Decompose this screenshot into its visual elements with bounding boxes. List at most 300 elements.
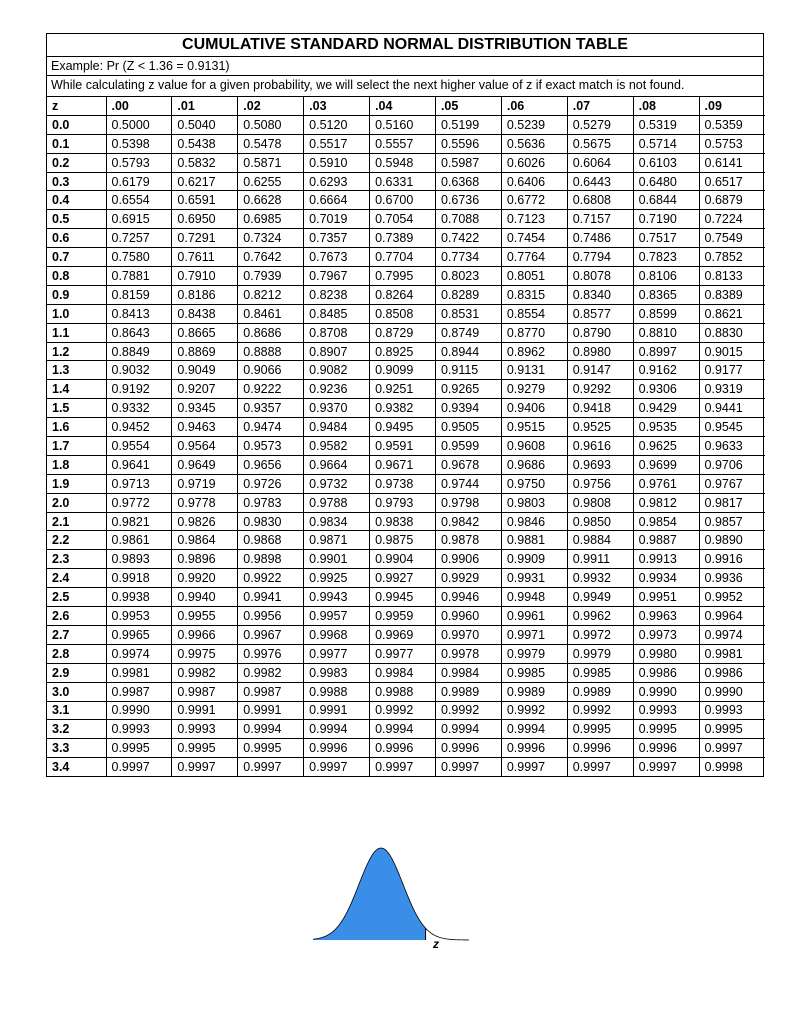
probability-cell: 0.9686 bbox=[501, 455, 567, 474]
probability-cell: 0.9222 bbox=[238, 380, 304, 399]
header-col: .09 bbox=[699, 97, 765, 115]
probability-cell: 0.9857 bbox=[699, 512, 765, 531]
probability-cell: 0.9406 bbox=[501, 399, 567, 418]
probability-cell: 0.9738 bbox=[370, 474, 436, 493]
table-row bbox=[47, 663, 765, 682]
probability-cell: 0.7019 bbox=[304, 210, 370, 229]
probability-cell: 0.7422 bbox=[435, 229, 501, 248]
probability-cell: 0.7673 bbox=[304, 248, 370, 267]
probability-cell: 0.6950 bbox=[172, 210, 238, 229]
probability-cell: 0.9251 bbox=[370, 380, 436, 399]
probability-cell: 0.9192 bbox=[106, 380, 172, 399]
table-row bbox=[47, 418, 765, 437]
probability-cell: 0.5714 bbox=[633, 134, 699, 153]
row-z-value: 1.0 bbox=[47, 304, 106, 323]
probability-cell: 0.9881 bbox=[501, 531, 567, 550]
probability-cell: 0.9996 bbox=[501, 739, 567, 758]
probability-cell: 0.8944 bbox=[435, 342, 501, 361]
probability-cell: 0.9898 bbox=[238, 550, 304, 569]
probability-cell: 0.9967 bbox=[238, 625, 304, 644]
probability-cell: 0.9719 bbox=[172, 474, 238, 493]
probability-cell: 0.9864 bbox=[172, 531, 238, 550]
probability-cell: 0.9279 bbox=[501, 380, 567, 399]
z-table-document bbox=[46, 33, 764, 777]
probability-cell: 0.8577 bbox=[567, 304, 633, 323]
bell-curve-svg bbox=[311, 842, 471, 942]
table-row bbox=[47, 134, 765, 153]
row-z-value: 3.1 bbox=[47, 701, 106, 720]
probability-cell: 0.9949 bbox=[567, 588, 633, 607]
probability-cell: 0.9987 bbox=[106, 682, 172, 701]
probability-cell: 0.9750 bbox=[501, 474, 567, 493]
table-row bbox=[47, 380, 765, 399]
probability-cell: 0.7224 bbox=[699, 210, 765, 229]
probability-cell: 0.9990 bbox=[106, 701, 172, 720]
normal-curve-figure bbox=[311, 842, 471, 957]
probability-cell: 0.8531 bbox=[435, 304, 501, 323]
probability-cell: 0.9884 bbox=[567, 531, 633, 550]
probability-cell: 0.8315 bbox=[501, 285, 567, 304]
probability-cell: 0.8365 bbox=[633, 285, 699, 304]
row-z-value: 1.5 bbox=[47, 399, 106, 418]
probability-cell: 0.9911 bbox=[567, 550, 633, 569]
table-row bbox=[47, 739, 765, 758]
probability-cell: 0.9564 bbox=[172, 437, 238, 456]
row-z-value: 0.1 bbox=[47, 134, 106, 153]
probability-cell: 0.9826 bbox=[172, 512, 238, 531]
probability-cell: 0.8461 bbox=[238, 304, 304, 323]
row-z-value: 0.4 bbox=[47, 191, 106, 210]
probability-cell: 0.9972 bbox=[567, 625, 633, 644]
probability-cell: 0.8599 bbox=[633, 304, 699, 323]
probability-cell: 0.5279 bbox=[567, 115, 633, 134]
probability-cell: 0.8749 bbox=[435, 323, 501, 342]
probability-cell: 0.5832 bbox=[172, 153, 238, 172]
probability-cell: 0.9812 bbox=[633, 493, 699, 512]
probability-cell: 0.6480 bbox=[633, 172, 699, 191]
probability-cell: 0.9975 bbox=[172, 644, 238, 663]
probability-cell: 0.9941 bbox=[238, 588, 304, 607]
probability-cell: 0.7823 bbox=[633, 248, 699, 267]
probability-cell: 0.9978 bbox=[435, 644, 501, 663]
header-col: .04 bbox=[370, 97, 436, 115]
probability-cell: 0.8289 bbox=[435, 285, 501, 304]
probability-cell: 0.5871 bbox=[238, 153, 304, 172]
probability-cell: 0.9984 bbox=[370, 663, 436, 682]
probability-cell: 0.5040 bbox=[172, 115, 238, 134]
probability-cell: 0.9963 bbox=[633, 607, 699, 626]
row-z-value: 2.3 bbox=[47, 550, 106, 569]
probability-cell: 0.9995 bbox=[172, 739, 238, 758]
probability-cell: 0.8389 bbox=[699, 285, 765, 304]
probability-cell: 0.9850 bbox=[567, 512, 633, 531]
probability-cell: 0.8849 bbox=[106, 342, 172, 361]
probability-cell: 0.7794 bbox=[567, 248, 633, 267]
probability-cell: 0.8830 bbox=[699, 323, 765, 342]
probability-cell: 0.9995 bbox=[238, 739, 304, 758]
probability-cell: 0.6628 bbox=[238, 191, 304, 210]
probability-cell: 0.9988 bbox=[304, 682, 370, 701]
probability-cell: 0.9890 bbox=[699, 531, 765, 550]
probability-cell: 0.9616 bbox=[567, 437, 633, 456]
probability-cell: 0.9505 bbox=[435, 418, 501, 437]
probability-cell: 0.7549 bbox=[699, 229, 765, 248]
probability-cell: 0.9871 bbox=[304, 531, 370, 550]
probability-cell: 0.9649 bbox=[172, 455, 238, 474]
probability-cell: 0.9713 bbox=[106, 474, 172, 493]
probability-cell: 0.9997 bbox=[501, 758, 567, 776]
probability-cell: 0.8508 bbox=[370, 304, 436, 323]
probability-cell: 0.8665 bbox=[172, 323, 238, 342]
probability-cell: 0.7486 bbox=[567, 229, 633, 248]
row-z-value: 3.3 bbox=[47, 739, 106, 758]
probability-cell: 0.9554 bbox=[106, 437, 172, 456]
probability-cell: 0.9997 bbox=[435, 758, 501, 776]
row-z-value: 2.9 bbox=[47, 663, 106, 682]
table-row bbox=[47, 361, 765, 380]
probability-cell: 0.9985 bbox=[567, 663, 633, 682]
probability-cell: 0.6772 bbox=[501, 191, 567, 210]
probability-cell: 0.8264 bbox=[370, 285, 436, 304]
probability-cell: 0.9940 bbox=[172, 588, 238, 607]
probability-cell: 0.9452 bbox=[106, 418, 172, 437]
probability-cell: 0.7910 bbox=[172, 267, 238, 286]
probability-cell: 0.9997 bbox=[304, 758, 370, 776]
probability-cell: 0.8925 bbox=[370, 342, 436, 361]
probability-cell: 0.5793 bbox=[106, 153, 172, 172]
probability-cell: 0.8907 bbox=[304, 342, 370, 361]
row-z-value: 2.7 bbox=[47, 625, 106, 644]
probability-cell: 0.9996 bbox=[567, 739, 633, 758]
row-z-value: 2.6 bbox=[47, 607, 106, 626]
probability-cell: 0.9990 bbox=[633, 682, 699, 701]
probability-cell: 0.9952 bbox=[699, 588, 765, 607]
header-col: .07 bbox=[567, 97, 633, 115]
probability-cell: 0.9756 bbox=[567, 474, 633, 493]
probability-cell: 0.8708 bbox=[304, 323, 370, 342]
probability-cell: 0.7123 bbox=[501, 210, 567, 229]
probability-cell: 0.8212 bbox=[238, 285, 304, 304]
probability-cell: 0.9319 bbox=[699, 380, 765, 399]
row-z-value: 1.2 bbox=[47, 342, 106, 361]
probability-cell: 0.9932 bbox=[567, 569, 633, 588]
probability-cell: 0.9996 bbox=[435, 739, 501, 758]
probability-cell: 0.9992 bbox=[370, 701, 436, 720]
probability-cell: 0.9931 bbox=[501, 569, 567, 588]
probability-cell: 0.5636 bbox=[501, 134, 567, 153]
probability-cell: 0.6217 bbox=[172, 172, 238, 191]
probability-cell: 0.7852 bbox=[699, 248, 765, 267]
probability-cell: 0.9925 bbox=[304, 569, 370, 588]
example-line: Example: Pr (Z < 1.36 = 0.9131) bbox=[47, 57, 763, 76]
row-z-value: 1.1 bbox=[47, 323, 106, 342]
probability-cell: 0.9995 bbox=[567, 720, 633, 739]
probability-cell: 0.9981 bbox=[106, 663, 172, 682]
probability-cell: 0.9981 bbox=[699, 644, 765, 663]
probability-cell: 0.9990 bbox=[699, 682, 765, 701]
row-z-value: 0.5 bbox=[47, 210, 106, 229]
header-col: .06 bbox=[501, 97, 567, 115]
probability-cell: 0.9983 bbox=[304, 663, 370, 682]
probability-cell: 0.9265 bbox=[435, 380, 501, 399]
table-row bbox=[47, 191, 765, 210]
probability-cell: 0.9959 bbox=[370, 607, 436, 626]
probability-cell: 0.9641 bbox=[106, 455, 172, 474]
row-z-value: 2.2 bbox=[47, 531, 106, 550]
probability-cell: 0.5438 bbox=[172, 134, 238, 153]
probability-cell: 0.9345 bbox=[172, 399, 238, 418]
table-row bbox=[47, 682, 765, 701]
probability-cell: 0.6985 bbox=[238, 210, 304, 229]
probability-cell: 0.9997 bbox=[172, 758, 238, 776]
probability-cell: 0.9625 bbox=[633, 437, 699, 456]
probability-cell: 0.8686 bbox=[238, 323, 304, 342]
probability-cell: 0.6736 bbox=[435, 191, 501, 210]
probability-cell: 0.8790 bbox=[567, 323, 633, 342]
probability-cell: 0.6443 bbox=[567, 172, 633, 191]
probability-cell: 0.9207 bbox=[172, 380, 238, 399]
row-z-value: 2.4 bbox=[47, 569, 106, 588]
probability-cell: 0.9955 bbox=[172, 607, 238, 626]
probability-cell: 0.9901 bbox=[304, 550, 370, 569]
probability-cell: 0.9394 bbox=[435, 399, 501, 418]
probability-cell: 0.9767 bbox=[699, 474, 765, 493]
probability-cell: 0.7995 bbox=[370, 267, 436, 286]
probability-cell: 0.9997 bbox=[699, 739, 765, 758]
probability-cell: 0.7881 bbox=[106, 267, 172, 286]
probability-cell: 0.9987 bbox=[238, 682, 304, 701]
probability-cell: 0.9306 bbox=[633, 380, 699, 399]
header-col: .02 bbox=[238, 97, 304, 115]
row-z-value: 1.7 bbox=[47, 437, 106, 456]
probability-cell: 0.5359 bbox=[699, 115, 765, 134]
probability-cell: 0.9495 bbox=[370, 418, 436, 437]
table-row bbox=[47, 115, 765, 134]
probability-cell: 0.9788 bbox=[304, 493, 370, 512]
probability-cell: 0.8554 bbox=[501, 304, 567, 323]
z-label: z bbox=[433, 937, 439, 951]
table-row bbox=[47, 342, 765, 361]
row-z-value: 0.9 bbox=[47, 285, 106, 304]
probability-cell: 0.9997 bbox=[106, 758, 172, 776]
probability-cell: 0.9744 bbox=[435, 474, 501, 493]
probability-cell: 0.6103 bbox=[633, 153, 699, 172]
probability-cell: 0.7054 bbox=[370, 210, 436, 229]
probability-cell: 0.6700 bbox=[370, 191, 436, 210]
probability-cell: 0.9964 bbox=[699, 607, 765, 626]
row-z-value: 3.4 bbox=[47, 758, 106, 776]
probability-cell: 0.9633 bbox=[699, 437, 765, 456]
probability-cell: 0.6141 bbox=[699, 153, 765, 172]
probability-cell: 0.9904 bbox=[370, 550, 436, 569]
probability-cell: 0.5199 bbox=[435, 115, 501, 134]
table-row bbox=[47, 210, 765, 229]
probability-cell: 0.9997 bbox=[633, 758, 699, 776]
row-z-value: 0.7 bbox=[47, 248, 106, 267]
probability-cell: 0.8023 bbox=[435, 267, 501, 286]
probability-cell: 0.9726 bbox=[238, 474, 304, 493]
probability-cell: 0.9906 bbox=[435, 550, 501, 569]
probability-cell: 0.5753 bbox=[699, 134, 765, 153]
probability-cell: 0.9706 bbox=[699, 455, 765, 474]
probability-cell: 0.8051 bbox=[501, 267, 567, 286]
probability-cell: 0.8238 bbox=[304, 285, 370, 304]
probability-cell: 0.8729 bbox=[370, 323, 436, 342]
probability-cell: 0.9988 bbox=[370, 682, 436, 701]
probability-cell: 0.6293 bbox=[304, 172, 370, 191]
row-z-value: 0.2 bbox=[47, 153, 106, 172]
probability-cell: 0.8186 bbox=[172, 285, 238, 304]
probability-cell: 0.6915 bbox=[106, 210, 172, 229]
probability-cell: 0.9798 bbox=[435, 493, 501, 512]
table-row bbox=[47, 644, 765, 663]
probability-cell: 0.5000 bbox=[106, 115, 172, 134]
header-z: z bbox=[47, 97, 106, 115]
probability-cell: 0.9909 bbox=[501, 550, 567, 569]
probability-cell: 0.9418 bbox=[567, 399, 633, 418]
probability-cell: 0.9821 bbox=[106, 512, 172, 531]
probability-cell: 0.9032 bbox=[106, 361, 172, 380]
probability-cell: 0.8133 bbox=[699, 267, 765, 286]
probability-cell: 0.7734 bbox=[435, 248, 501, 267]
probability-cell: 0.9177 bbox=[699, 361, 765, 380]
table-row bbox=[47, 399, 765, 418]
probability-cell: 0.9463 bbox=[172, 418, 238, 437]
probability-cell: 0.7157 bbox=[567, 210, 633, 229]
row-z-value: 1.3 bbox=[47, 361, 106, 380]
probability-cell: 0.6026 bbox=[501, 153, 567, 172]
row-z-value: 2.0 bbox=[47, 493, 106, 512]
probability-cell: 0.9591 bbox=[370, 437, 436, 456]
probability-cell: 0.9441 bbox=[699, 399, 765, 418]
probability-cell: 0.9994 bbox=[501, 720, 567, 739]
probability-cell: 0.9927 bbox=[370, 569, 436, 588]
probability-cell: 0.9868 bbox=[238, 531, 304, 550]
probability-cell: 0.9793 bbox=[370, 493, 436, 512]
table-row bbox=[47, 625, 765, 644]
table-row bbox=[47, 285, 765, 304]
probability-cell: 0.9922 bbox=[238, 569, 304, 588]
probability-cell: 0.9974 bbox=[106, 644, 172, 663]
probability-cell: 0.9992 bbox=[567, 701, 633, 720]
probability-cell: 0.9966 bbox=[172, 625, 238, 644]
probability-cell: 0.9989 bbox=[501, 682, 567, 701]
probability-cell: 0.9987 bbox=[172, 682, 238, 701]
table-row bbox=[47, 248, 765, 267]
probability-cell: 0.7764 bbox=[501, 248, 567, 267]
probability-cell: 0.9991 bbox=[172, 701, 238, 720]
table-row bbox=[47, 172, 765, 191]
shaded-area bbox=[313, 848, 426, 940]
probability-cell: 0.9236 bbox=[304, 380, 370, 399]
probability-cell: 0.9582 bbox=[304, 437, 370, 456]
header-col: .05 bbox=[435, 97, 501, 115]
probability-cell: 0.7257 bbox=[106, 229, 172, 248]
row-z-value: 0.3 bbox=[47, 172, 106, 191]
probability-cell: 0.5398 bbox=[106, 134, 172, 153]
probability-cell: 0.9131 bbox=[501, 361, 567, 380]
probability-cell: 0.9997 bbox=[238, 758, 304, 776]
probability-cell: 0.9986 bbox=[633, 663, 699, 682]
probability-cell: 0.6368 bbox=[435, 172, 501, 191]
probability-cell: 0.9985 bbox=[501, 663, 567, 682]
probability-cell: 0.6064 bbox=[567, 153, 633, 172]
probability-cell: 0.9996 bbox=[304, 739, 370, 758]
probability-cell: 0.8159 bbox=[106, 285, 172, 304]
probability-cell: 0.9982 bbox=[172, 663, 238, 682]
probability-cell: 0.9783 bbox=[238, 493, 304, 512]
probability-cell: 0.9976 bbox=[238, 644, 304, 663]
probability-cell: 0.9993 bbox=[633, 701, 699, 720]
probability-cell: 0.9945 bbox=[370, 588, 436, 607]
probability-cell: 0.9656 bbox=[238, 455, 304, 474]
probability-cell: 0.9986 bbox=[699, 663, 765, 682]
probability-cell: 0.9994 bbox=[370, 720, 436, 739]
probability-cell: 0.5948 bbox=[370, 153, 436, 172]
probability-cell: 0.5478 bbox=[238, 134, 304, 153]
probability-cell: 0.6517 bbox=[699, 172, 765, 191]
probability-cell: 0.9808 bbox=[567, 493, 633, 512]
probability-cell: 0.9817 bbox=[699, 493, 765, 512]
probability-cell: 0.9991 bbox=[238, 701, 304, 720]
probability-cell: 0.9993 bbox=[106, 720, 172, 739]
probability-cell: 0.9994 bbox=[238, 720, 304, 739]
probability-cell: 0.7190 bbox=[633, 210, 699, 229]
table-row bbox=[47, 588, 765, 607]
probability-cell: 0.6331 bbox=[370, 172, 436, 191]
probability-cell: 0.9854 bbox=[633, 512, 699, 531]
probability-cell: 0.7324 bbox=[238, 229, 304, 248]
probability-cell: 0.9599 bbox=[435, 437, 501, 456]
table-body bbox=[47, 115, 765, 776]
table-row bbox=[47, 153, 765, 172]
probability-cell: 0.9969 bbox=[370, 625, 436, 644]
probability-cell: 0.7357 bbox=[304, 229, 370, 248]
probability-cell: 0.9147 bbox=[567, 361, 633, 380]
probability-cell: 0.5675 bbox=[567, 134, 633, 153]
probability-cell: 0.9997 bbox=[370, 758, 436, 776]
probability-cell: 0.5319 bbox=[633, 115, 699, 134]
probability-cell: 0.9370 bbox=[304, 399, 370, 418]
probability-cell: 0.9994 bbox=[435, 720, 501, 739]
probability-cell: 0.9332 bbox=[106, 399, 172, 418]
probability-cell: 0.9956 bbox=[238, 607, 304, 626]
probability-cell: 0.7967 bbox=[304, 267, 370, 286]
probability-cell: 0.9995 bbox=[633, 720, 699, 739]
probability-cell: 0.8340 bbox=[567, 285, 633, 304]
probability-cell: 0.9875 bbox=[370, 531, 436, 550]
probability-cell: 0.9664 bbox=[304, 455, 370, 474]
probability-cell: 0.9961 bbox=[501, 607, 567, 626]
probability-cell: 0.7088 bbox=[435, 210, 501, 229]
header-col: .03 bbox=[304, 97, 370, 115]
probability-cell: 0.8962 bbox=[501, 342, 567, 361]
probability-cell: 0.9678 bbox=[435, 455, 501, 474]
probability-cell: 0.5910 bbox=[304, 153, 370, 172]
header-col: .00 bbox=[106, 97, 172, 115]
instruction-note: While calculating z value for a given probability, we will select the next higher value of z if exact match is not found. bbox=[47, 76, 763, 97]
header-col: .01 bbox=[172, 97, 238, 115]
probability-cell: 0.7291 bbox=[172, 229, 238, 248]
probability-cell: 0.9995 bbox=[106, 739, 172, 758]
probability-cell: 0.8485 bbox=[304, 304, 370, 323]
probability-cell: 0.9162 bbox=[633, 361, 699, 380]
probability-cell: 0.9984 bbox=[435, 663, 501, 682]
probability-cell: 0.7454 bbox=[501, 229, 567, 248]
probability-cell: 0.6844 bbox=[633, 191, 699, 210]
probability-cell: 0.9292 bbox=[567, 380, 633, 399]
probability-cell: 0.7517 bbox=[633, 229, 699, 248]
